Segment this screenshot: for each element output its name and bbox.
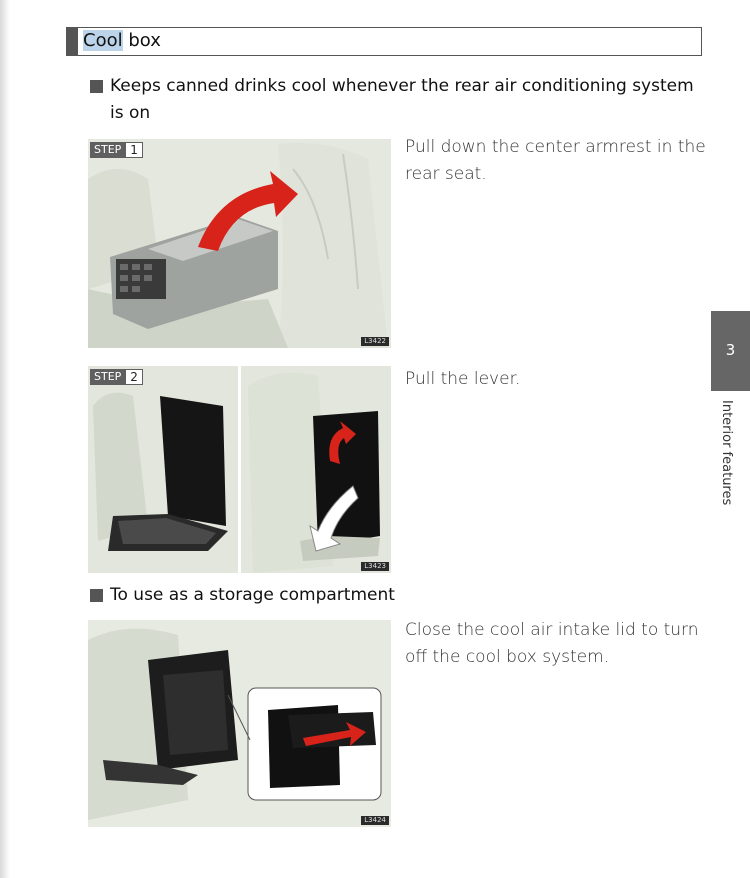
step2-number: 2 xyxy=(125,369,143,385)
section2-text-line1: Close the cool air intake lid to turn xyxy=(405,620,699,640)
storage-figure xyxy=(88,620,391,827)
page-edge xyxy=(0,0,10,878)
step1-figure xyxy=(88,139,391,348)
title-bar xyxy=(67,28,78,55)
title-box xyxy=(66,27,702,56)
step2-text: Pull the lever. xyxy=(405,369,521,389)
chapter-title: Interior features xyxy=(719,400,734,506)
step1-label: STEP xyxy=(90,142,125,158)
page-title xyxy=(83,30,161,51)
title-highlight: Cool xyxy=(83,30,123,51)
step1-badge xyxy=(90,142,143,158)
step1-text-line2: rear seat. xyxy=(405,164,487,184)
chapter-number: 3 xyxy=(725,341,736,359)
step2-figure-code: L3423 xyxy=(361,562,389,571)
step1-figure-code: L3422 xyxy=(361,337,389,346)
title-rest: box xyxy=(122,30,161,51)
step2-figure xyxy=(88,366,391,573)
step2-label: STEP xyxy=(90,369,125,385)
section1-line2: is on xyxy=(110,103,151,123)
lever-illustration xyxy=(88,366,391,573)
section1-line1: Keeps canned drinks cool whenever the rear air conditioning system xyxy=(110,76,694,96)
step2-badge xyxy=(90,369,143,385)
section2-heading: To use as a storage compartment xyxy=(110,585,395,605)
step1-number: 1 xyxy=(125,142,143,158)
section-bullet xyxy=(90,80,103,93)
storage-figure-code: L3424 xyxy=(361,816,389,825)
chapter-tab xyxy=(711,311,750,391)
storage-illustration xyxy=(88,620,391,827)
armrest-illustration xyxy=(88,139,391,348)
section2-bullet xyxy=(90,589,103,602)
section2-text-line2: off the cool box system. xyxy=(405,647,610,667)
step1-text-line1: Pull down the center armrest in the xyxy=(405,137,706,157)
